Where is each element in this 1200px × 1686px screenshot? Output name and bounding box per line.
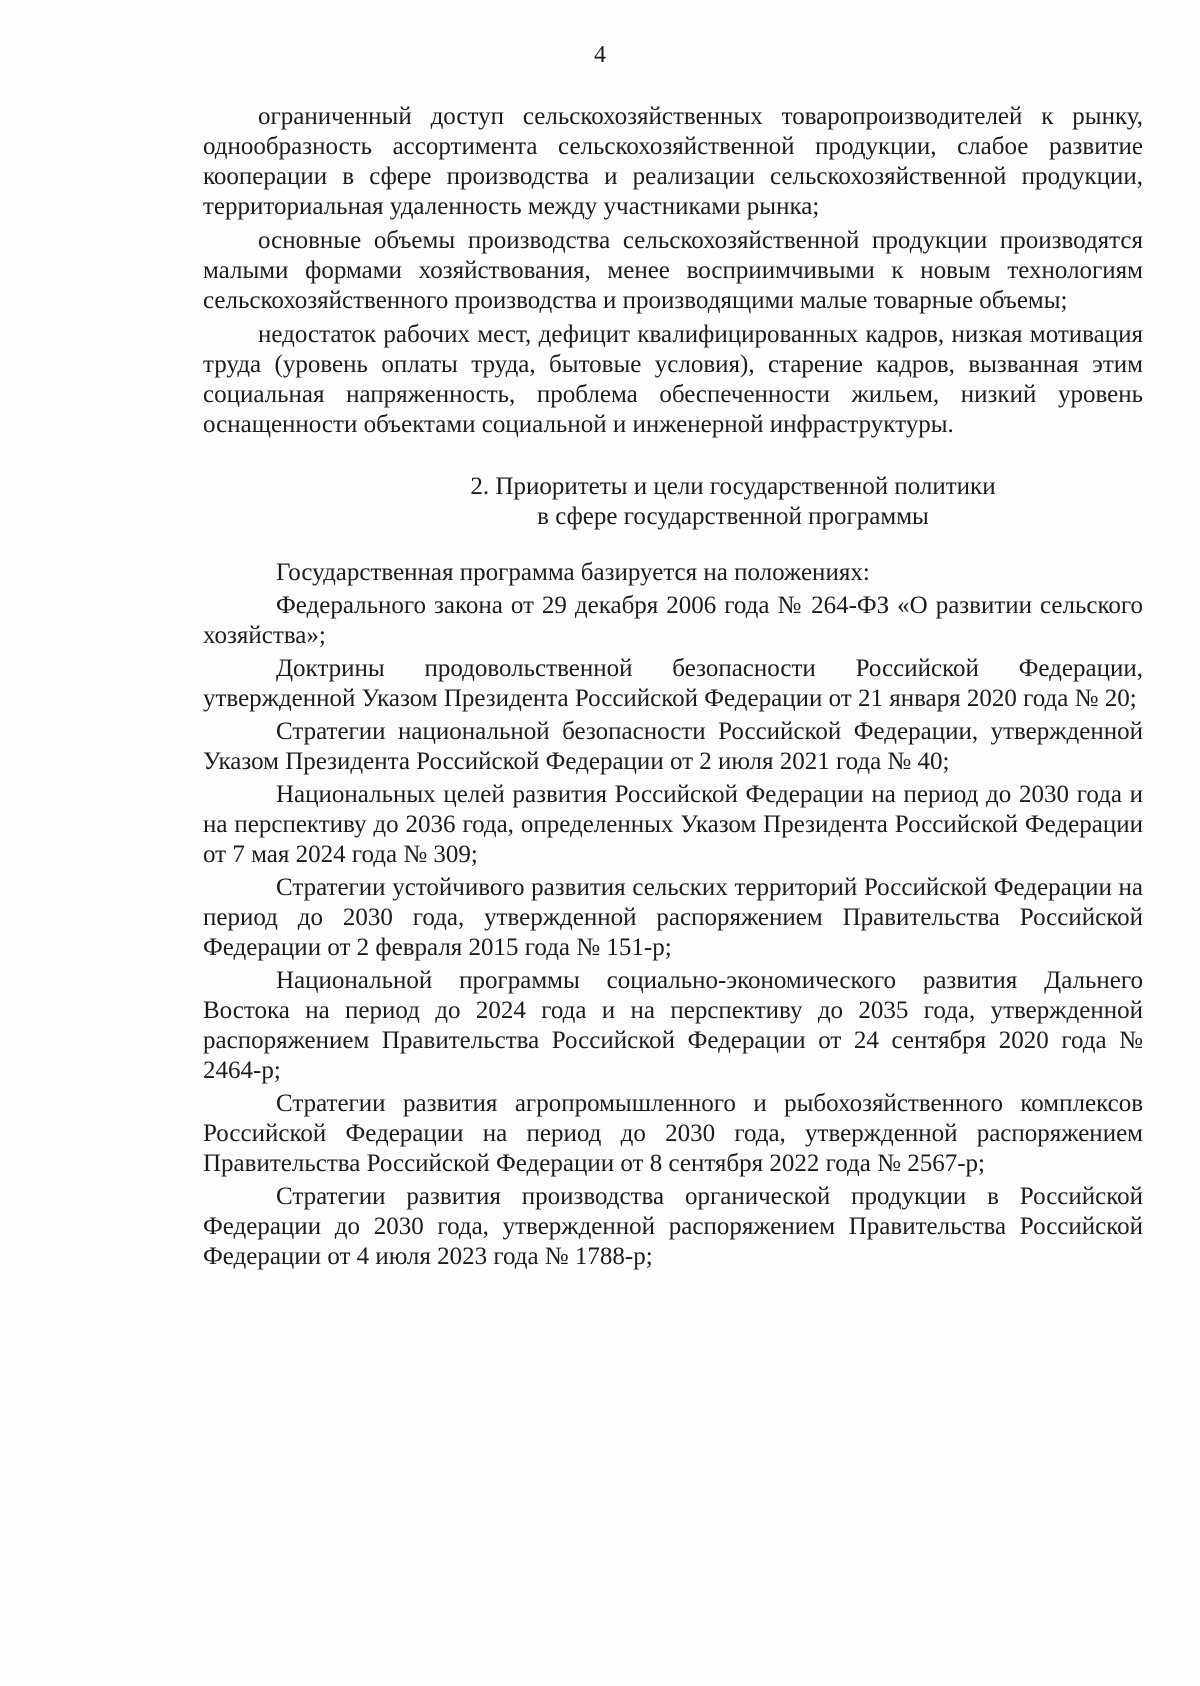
basis-item: Национальной программы социально-экономического развития Дальнего Востока на период до 2024 года и на перспективу до 2035 года, утвержденной распоряжением Правительства Российской Федерации от 24 сентября 2020 года № 2464-р; bbox=[203, 967, 1143, 1084]
page-number: 4 bbox=[594, 42, 606, 68]
basis-item: Стратегии устойчивого развития сельских территорий Российской Федерации на период до 2030 года, утвержденной распоряжением Правительства Российской Федерации от 2 февраля 2015 года № 151-р; bbox=[203, 874, 1143, 961]
basis-item: Стратегии развития производства органической продукции в Российской Федерации до 2030 года, утвержденной распоряжением Правительства Российской Федерации от 4 июля 2023 года № 1788-р; bbox=[203, 1183, 1143, 1270]
intro-paragraph-1: ограниченный доступ сельскохозяйственных товаропроизводителей к рынку, однообразность ассортимента сельскохозяйственной продукции, слабое развитие кооперации в сфере производства и реализации сельскохозяйственной продукции, территориальная удаленность между участниками рынка; bbox=[203, 103, 1143, 220]
basis-item: Федерального закона от 29 декабря 2006 года № 264-ФЗ «О развитии сельского хозяйства»; bbox=[203, 592, 1143, 649]
intro-paragraph-3: недостаток рабочих мест, дефицит квалифицированных кадров, низкая мотивация труда (уровень оплаты труда, бытовые условия), старение кадров, вызванная этим социальная напряженность, проблема обеспеченности жильем, низкий уровень оснащенности объектами социальной и инженерной инфраструктуры. bbox=[203, 321, 1143, 438]
basis-item: Национальных целей развития Российской Федерации на период до 2030 года и на перспективу до 2036 года, определенных Указом Президента Российской Федерации от 7 мая 2024 года № 309; bbox=[203, 781, 1143, 868]
section-heading-line-1: 2. Приоритеты и цели государственной политики bbox=[470, 473, 996, 500]
basis-item: Стратегии национальной безопасности Российской Федерации, утвержденной Указом Президента Российской Федерации от 2 июля 2021 года № 40; bbox=[203, 718, 1143, 775]
basis-item: Стратегии развития агропромышленного и рыбохозяйственного комплексов Российской Федерации на период до 2030 года, утвержденной распоряжением Правительства Российской Федерации от 8 сентября 2022 года № 2567-р; bbox=[203, 1090, 1143, 1177]
document-body bbox=[203, 102, 1143, 1275]
basis-item: Доктрины продовольственной безопасности Российской Федерации, утвержденной Указом Президента Российской Федерации от 21 января 2020 года № 20; bbox=[203, 655, 1143, 712]
section-heading-line-2: в сфере государственной программы bbox=[537, 503, 929, 530]
intro-paragraph-2: основные объемы производства сельскохозяйственной продукции производятся малыми формами хозяйствования, менее восприимчивыми к новым технологиям сельскохозяйственного производства и производящими малые товарные объемы; bbox=[203, 227, 1143, 314]
section-lead: Государственная программа базируется на положениях: bbox=[276, 559, 870, 586]
section-heading bbox=[203, 472, 1143, 532]
